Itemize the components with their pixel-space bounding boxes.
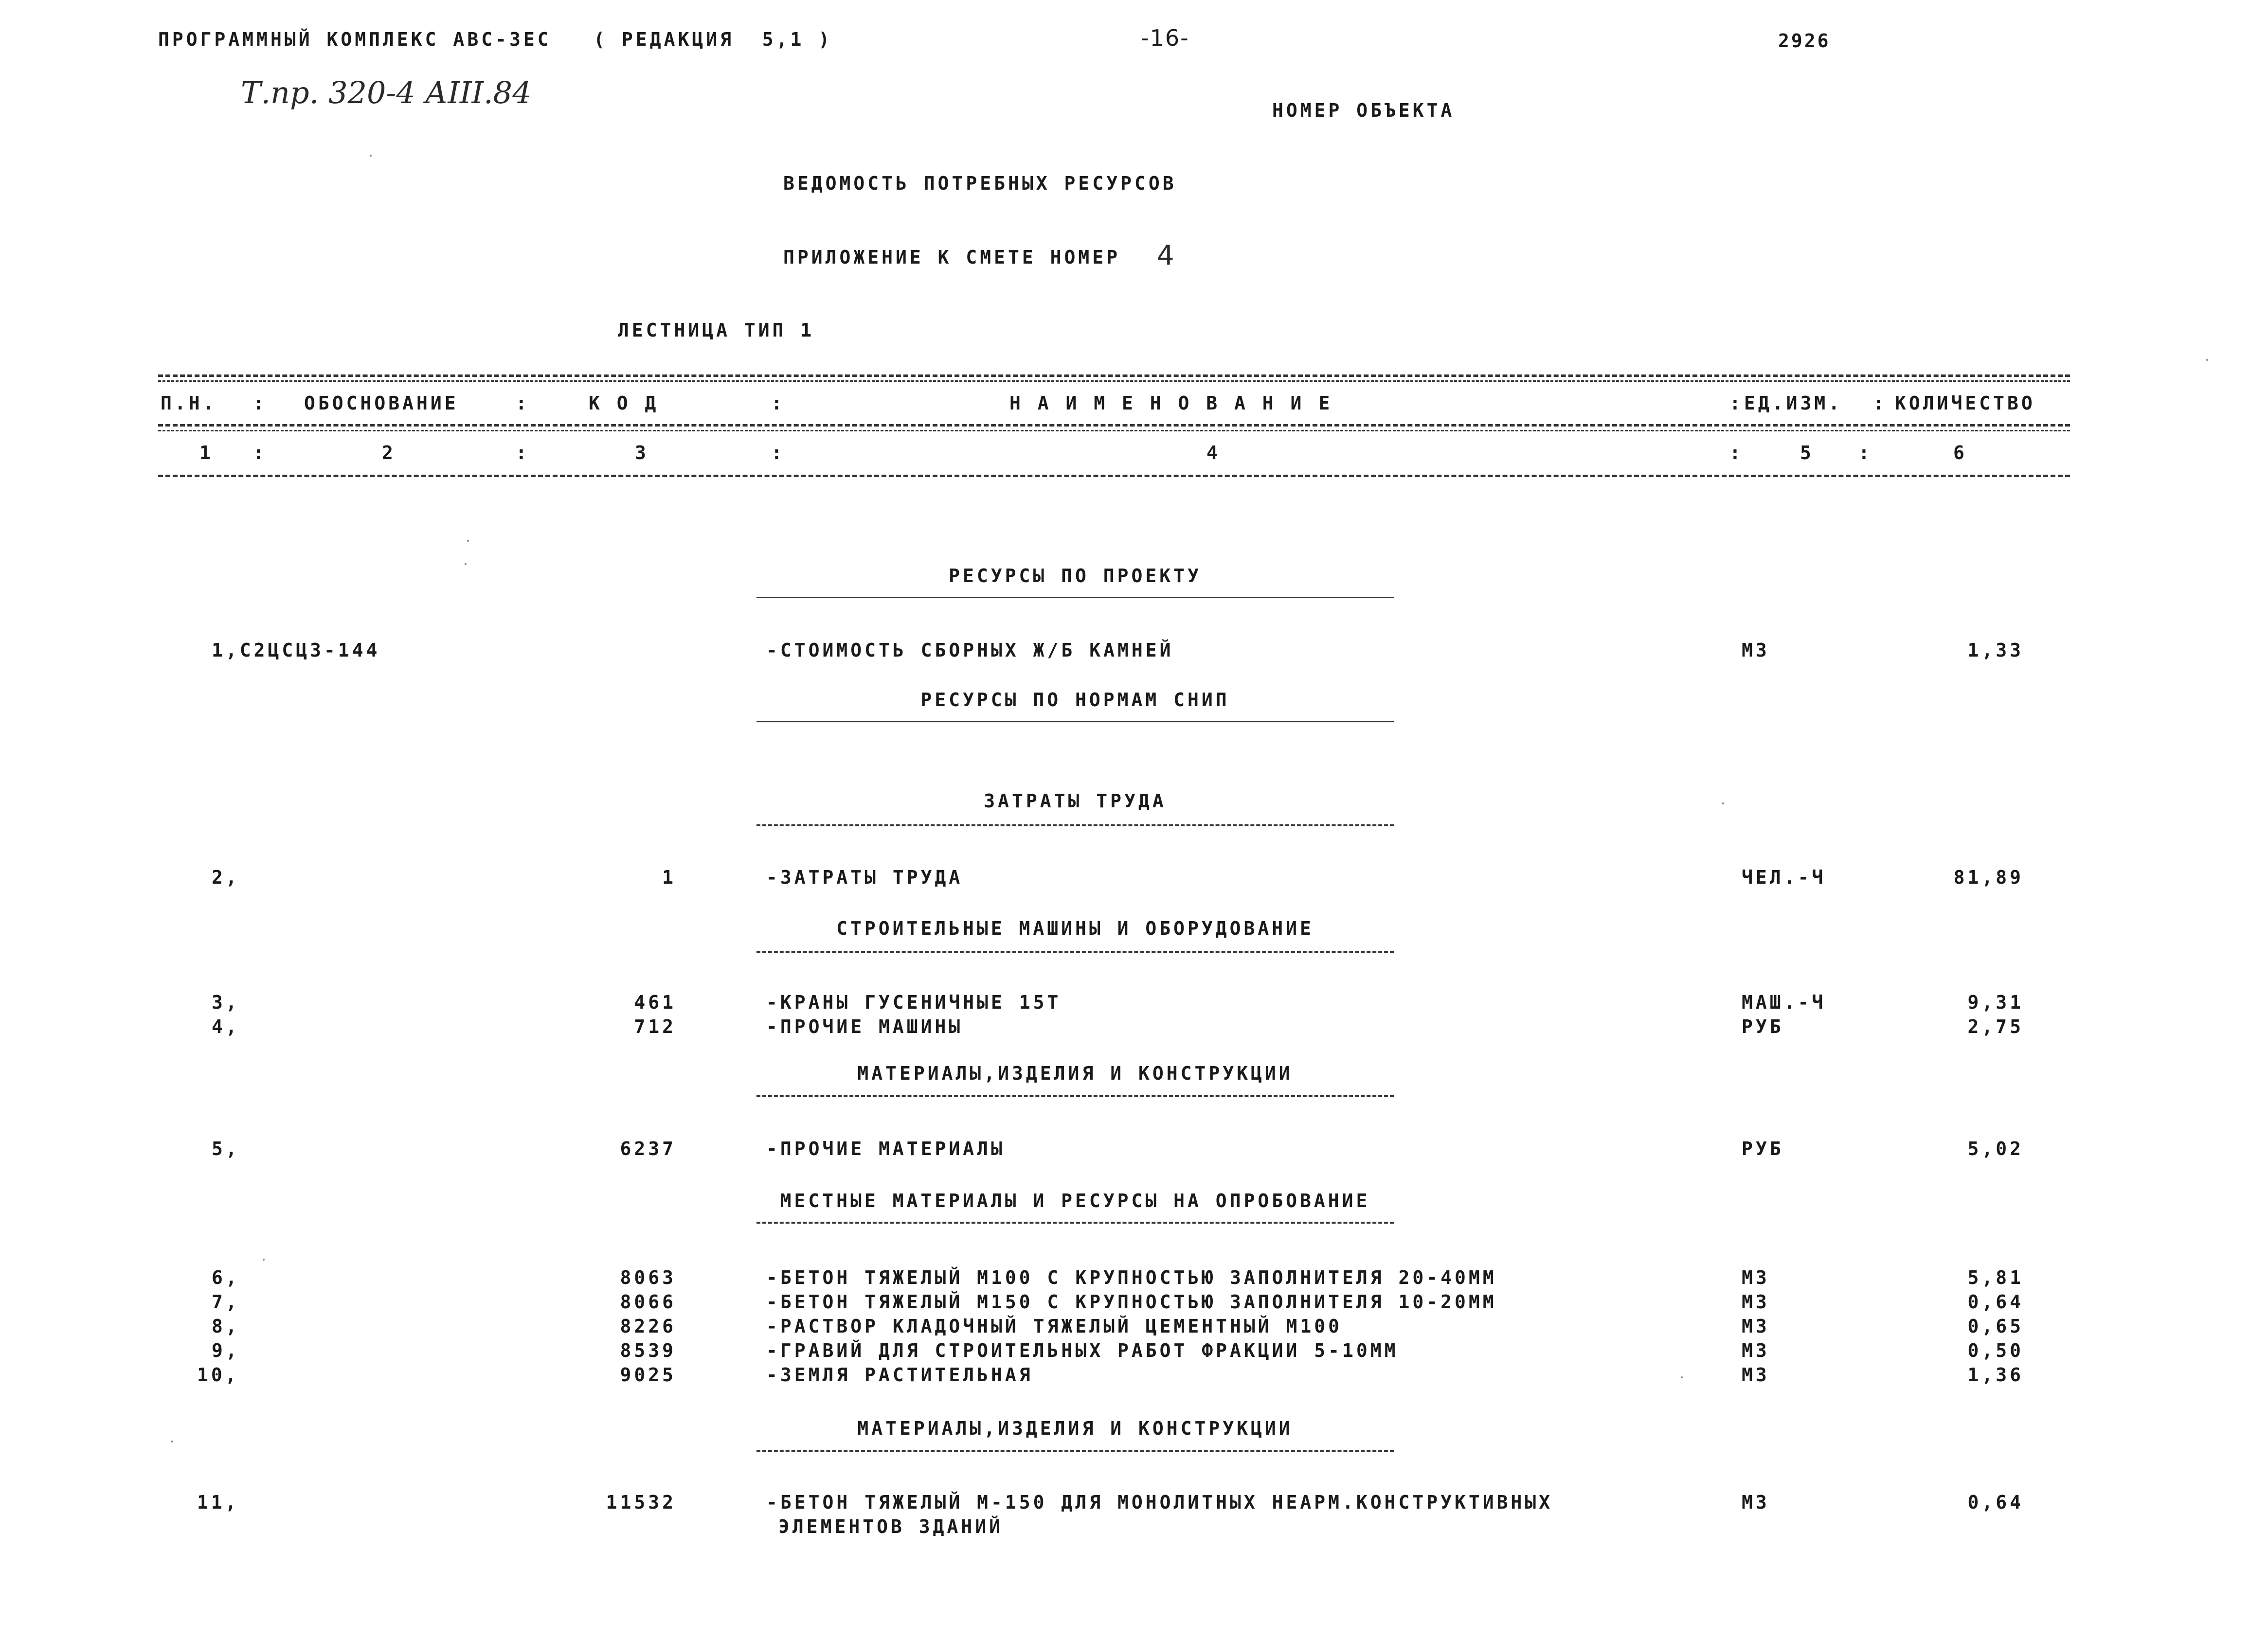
scan-speck bbox=[467, 540, 469, 542]
row-7-name: -БЕТОН ТЯЖЕЛЫЙ М150 С КРУПНОСТЬЮ ЗАПОЛНИТЕЛЯ 10-20ММ bbox=[766, 1291, 1497, 1313]
row-11-code: 11532 bbox=[606, 1492, 676, 1513]
row-11-unit: М3 bbox=[1742, 1492, 1770, 1513]
row-6-name: -БЕТОН ТЯЖЕЛЫЙ М100 С КРУПНОСТЬЮ ЗАПОЛНИТЕЛЯ 20-40ММ bbox=[766, 1267, 1497, 1288]
row-4-unit: РУБ bbox=[1742, 1016, 1784, 1037]
row-2-unit: ЧЕЛ.-Ч bbox=[1742, 867, 1826, 888]
row-3-name: -КРАНЫ ГУСЕНИЧНЫЕ 15Т bbox=[766, 992, 1062, 1013]
section-rule bbox=[756, 721, 1394, 726]
row-4-qty: 2,75 bbox=[1967, 1016, 2024, 1037]
row-9-code: 8539 bbox=[620, 1340, 676, 1361]
row-5-name: -ПРОЧИЕ МАТЕРИАЛЫ bbox=[766, 1138, 1005, 1159]
row-1-name: -СТОИМОСТЬ СБОРНЫХ Ж/Б КАМНЕЙ bbox=[766, 640, 1174, 661]
item-name: ЛЕСТНИЦА ТИП 1 bbox=[618, 320, 815, 341]
section-project-resources: РЕСУРСЫ ПО ПРОЕКТУ bbox=[949, 565, 1202, 587]
col-num-4: 4 bbox=[1206, 442, 1221, 463]
row-10-qty: 1,36 bbox=[1967, 1364, 2024, 1386]
col-sep: : bbox=[516, 442, 530, 463]
col-num-6: 6 bbox=[1953, 442, 1967, 463]
col-sep: : bbox=[771, 392, 785, 414]
section-rule bbox=[756, 596, 1394, 601]
row-6-qty: 5,81 bbox=[1967, 1267, 2024, 1288]
section-local-materials: МЕСТНЫЕ МАТЕРИАЛЫ И РЕСУРСЫ НА ОПРОБОВАНИЕ bbox=[780, 1190, 1370, 1211]
table-top-rule-2 bbox=[158, 380, 2070, 382]
row-11-qty: 0,64 bbox=[1967, 1492, 2024, 1513]
col-name-header: Н А И М Е Н О В А Н И Е bbox=[1009, 392, 1333, 414]
row-5-unit: РУБ bbox=[1742, 1138, 1784, 1159]
scan-speck bbox=[465, 563, 467, 565]
row-8-name: -РАСТВОР КЛАДОЧНЫЙ ТЯЖЕЛЫЙ ЦЕМЕНТНЫЙ М100 bbox=[766, 1316, 1342, 1337]
row-10-name: -ЗЕМЛЯ РАСТИТЕЛЬНАЯ bbox=[766, 1364, 1033, 1386]
row-2-name: -ЗАТРАТЫ ТРУДА bbox=[766, 867, 963, 888]
row-1-qty: 1,33 bbox=[1967, 640, 2024, 661]
row-3-qty: 9,31 bbox=[1967, 992, 2024, 1013]
table-top-rule bbox=[158, 374, 2070, 377]
col-sep: : bbox=[1858, 442, 1872, 463]
row-1-unit: М3 bbox=[1742, 640, 1770, 661]
row-9-unit: М3 bbox=[1742, 1340, 1770, 1361]
row-4-pn: 4, bbox=[212, 1016, 240, 1037]
col-sep: : bbox=[771, 442, 785, 463]
row-7-qty: 0,64 bbox=[1967, 1291, 2024, 1313]
row-10-unit: М3 bbox=[1742, 1364, 1770, 1386]
section-rule bbox=[756, 1450, 1394, 1452]
col-qty-header: КОЛИЧЕСТВО bbox=[1895, 392, 2035, 414]
section-rule bbox=[756, 1222, 1394, 1224]
header-bottom-rule bbox=[158, 475, 2070, 477]
section-rule bbox=[756, 951, 1394, 953]
section-rule bbox=[756, 824, 1394, 826]
section-labor: ЗАТРАТЫ ТРУДА bbox=[984, 790, 1167, 812]
row-11-name-cont: ЭЛЕМЕНТОВ ЗДАНИЙ bbox=[778, 1516, 1004, 1537]
row-2-code: 1 bbox=[662, 867, 676, 888]
document-code: 2926 bbox=[1778, 30, 1831, 52]
section-materials-2: МАТЕРИАЛЫ,ИЗДЕЛИЯ И КОНСТРУКЦИИ bbox=[857, 1418, 1293, 1439]
col-sep: : bbox=[1729, 442, 1744, 463]
row-3-unit: МАШ.-Ч bbox=[1742, 992, 1826, 1013]
program-header: ПРОГРАММНЫЙ КОМПЛЕКС АВС-3ЕС ( РЕДАКЦИЯ 5,1 ) bbox=[158, 29, 833, 50]
row-7-pn: 7, bbox=[212, 1291, 240, 1313]
header-mid-rule-2 bbox=[158, 430, 2070, 431]
col-num-1: 1 bbox=[199, 442, 214, 463]
col-num-3: 3 bbox=[635, 442, 649, 463]
scan-speck bbox=[2206, 359, 2208, 361]
col-num-2: 2 bbox=[382, 442, 396, 463]
row-8-pn: 8, bbox=[212, 1316, 240, 1337]
col-code-header: К О Д bbox=[589, 392, 659, 414]
row-5-pn: 5, bbox=[212, 1138, 240, 1159]
header-mid-rule bbox=[158, 424, 2070, 427]
row-2-pn: 2, bbox=[212, 867, 240, 888]
handwritten-reference: Т.пр. 320-4 АIII.84 bbox=[241, 75, 532, 110]
col-sep: : bbox=[1729, 392, 1744, 414]
row-9-pn: 9, bbox=[212, 1340, 240, 1361]
row-4-name: -ПРОЧИЕ МАШИНЫ bbox=[766, 1016, 963, 1037]
scan-speck bbox=[370, 155, 372, 157]
page-number: -16- bbox=[1141, 25, 1189, 51]
row-10-code: 9025 bbox=[620, 1364, 676, 1386]
scan-speck bbox=[1722, 802, 1724, 804]
col-basis-header: ОБОСНОВАНИЕ bbox=[304, 392, 459, 414]
row-4-code: 712 bbox=[634, 1016, 676, 1037]
col-sep: : bbox=[253, 392, 267, 414]
section-machines: СТРОИТЕЛЬНЫЕ МАШИНЫ И ОБОРУДОВАНИЕ bbox=[836, 918, 1314, 939]
section-snip-resources: РЕСУРСЫ ПО НОРМАМ СНИП bbox=[920, 689, 1230, 711]
row-2-qty: 81,89 bbox=[1953, 867, 2024, 888]
appendix-number: 4 bbox=[1157, 240, 1174, 271]
row-5-code: 6237 bbox=[620, 1138, 676, 1159]
col-sep: : bbox=[516, 392, 530, 414]
scan-speck bbox=[263, 1259, 265, 1261]
col-sep: : bbox=[253, 442, 267, 463]
col-pn-header: П.Н. bbox=[161, 392, 217, 414]
row-7-unit: М3 bbox=[1742, 1291, 1770, 1313]
row-6-unit: М3 bbox=[1742, 1267, 1770, 1288]
row-3-pn: 3, bbox=[212, 992, 240, 1013]
row-9-qty: 0,50 bbox=[1967, 1340, 2024, 1361]
scan-speck bbox=[171, 1441, 173, 1442]
row-8-unit: М3 bbox=[1742, 1316, 1770, 1337]
appendix-title: ПРИЛОЖЕНИЕ К СМЕТЕ НОМЕР bbox=[783, 247, 1121, 268]
row-8-qty: 0,65 bbox=[1967, 1316, 2024, 1337]
section-rule bbox=[756, 1095, 1394, 1097]
row-8-code: 8226 bbox=[620, 1316, 676, 1337]
col-sep: : bbox=[1873, 392, 1887, 414]
statement-title: ВЕДОМОСТЬ ПОТРЕБНЫХ РЕСУРСОВ bbox=[783, 173, 1177, 194]
row-5-qty: 5,02 bbox=[1967, 1138, 2024, 1159]
row-11-pn: 11, bbox=[197, 1492, 239, 1513]
col-num-5: 5 bbox=[1800, 442, 1814, 463]
scan-speck bbox=[1681, 1376, 1683, 1378]
row-7-code: 8066 bbox=[620, 1291, 676, 1313]
row-9-name: -ГРАВИЙ ДЛЯ СТРОИТЕЛЬНЫХ РАБОТ ФРАКЦИИ 5-10ММ bbox=[766, 1340, 1399, 1361]
row-3-code: 461 bbox=[634, 992, 676, 1013]
object-number-label: НОМЕР ОБЪЕКТА bbox=[1272, 100, 1455, 121]
row-10-pn: 10, bbox=[197, 1364, 239, 1386]
row-6-code: 8063 bbox=[620, 1267, 676, 1288]
row-1-pn: 1,С2ЦСЦ3-144 bbox=[212, 640, 380, 661]
col-unit-header: ЕД.ИЗМ. bbox=[1744, 392, 1843, 414]
section-materials: МАТЕРИАЛЫ,ИЗДЕЛИЯ И КОНСТРУКЦИИ bbox=[857, 1063, 1293, 1084]
row-11-name: -БЕТОН ТЯЖЕЛЫЙ М-150 ДЛЯ МОНОЛИТНЫХ НЕАРМ.КОНСТРУКТИВНЫХ bbox=[766, 1492, 1553, 1513]
row-6-pn: 6, bbox=[212, 1267, 240, 1288]
